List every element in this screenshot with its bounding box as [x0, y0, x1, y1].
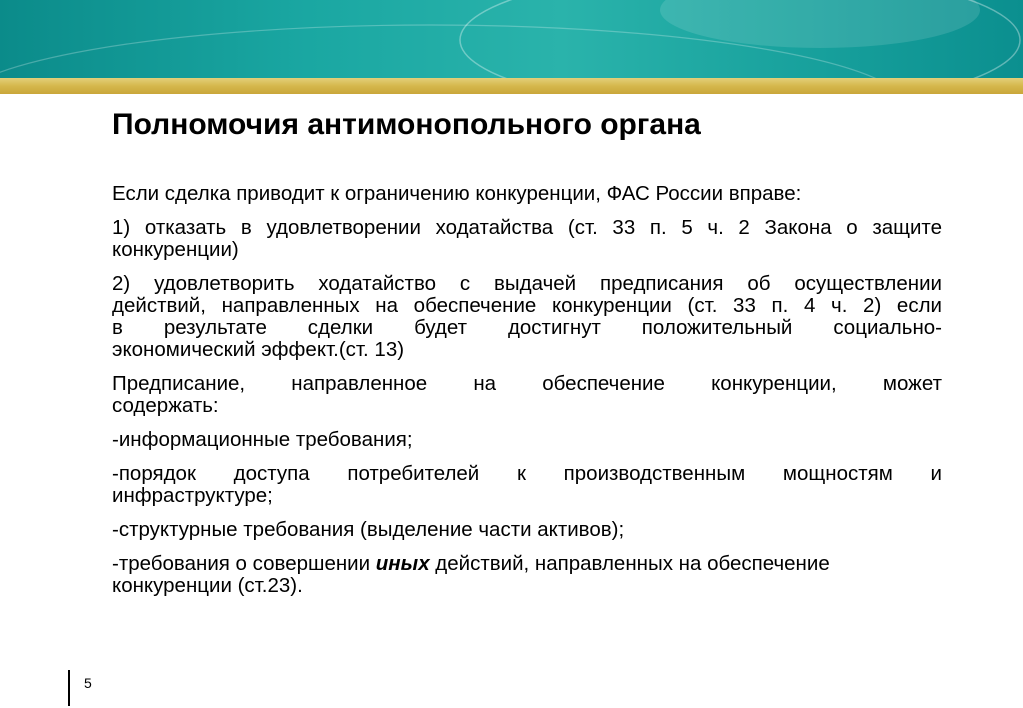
item-2-line-1: 2) удовлетворить ходатайство с выдачей предписания об осуществлении [112, 272, 942, 295]
requirement-2-line-1: -порядок доступа потребителей к производственным мощностям и [112, 462, 942, 485]
requirement-1: -информационные требования; [112, 428, 413, 451]
slide-title: Полномочия антимонопольного органа [112, 108, 701, 141]
slide-content [112, 183, 942, 609]
header-banner [0, 0, 1023, 78]
header-gold-stripe [0, 78, 1023, 94]
page-number: 5 [84, 675, 92, 691]
requirement-4-line-2: конкуренции (ст.23). [112, 574, 303, 597]
order-paragraph [112, 373, 942, 417]
requirement-2-line-2: инфраструктуре; [112, 484, 273, 507]
requirement-4-text-after: действий, направленных на обеспечение [429, 552, 830, 575]
requirement-2 [112, 463, 942, 507]
item-2-line-4: экономический эффект.(ст. 13) [112, 338, 405, 361]
intro-paragraph: Если сделка приводит к ограничению конкуренции, ФАС России вправе: [112, 182, 802, 205]
requirement-3: -структурные требования (выделение части активов); [112, 518, 625, 541]
order-line-2: содержать: [112, 394, 219, 417]
requirement-4 [112, 553, 942, 597]
item-2-line-2: действий, направленных на обеспечение конкуренции (ст. 33 п. 4 ч. 2) если [112, 294, 942, 317]
footer-divider [68, 670, 70, 706]
order-line-1: Предписание, направленное на обеспечение конкуренции, может [112, 372, 942, 395]
item-2-line-3: в результате сделки будет достигнут положительный социально- [112, 316, 942, 339]
banner-decoration [0, 0, 1023, 78]
requirement-4-text-before: -требования о совершении [112, 552, 376, 575]
item-2-paragraph [112, 273, 942, 361]
item-1-paragraph: 1) отказать в удовлетворении ходатайства (ст. 33 п. 5 ч. 2 Закона о защите конкуренции) [112, 216, 942, 261]
requirement-4-emphasis: иных [375, 552, 430, 575]
